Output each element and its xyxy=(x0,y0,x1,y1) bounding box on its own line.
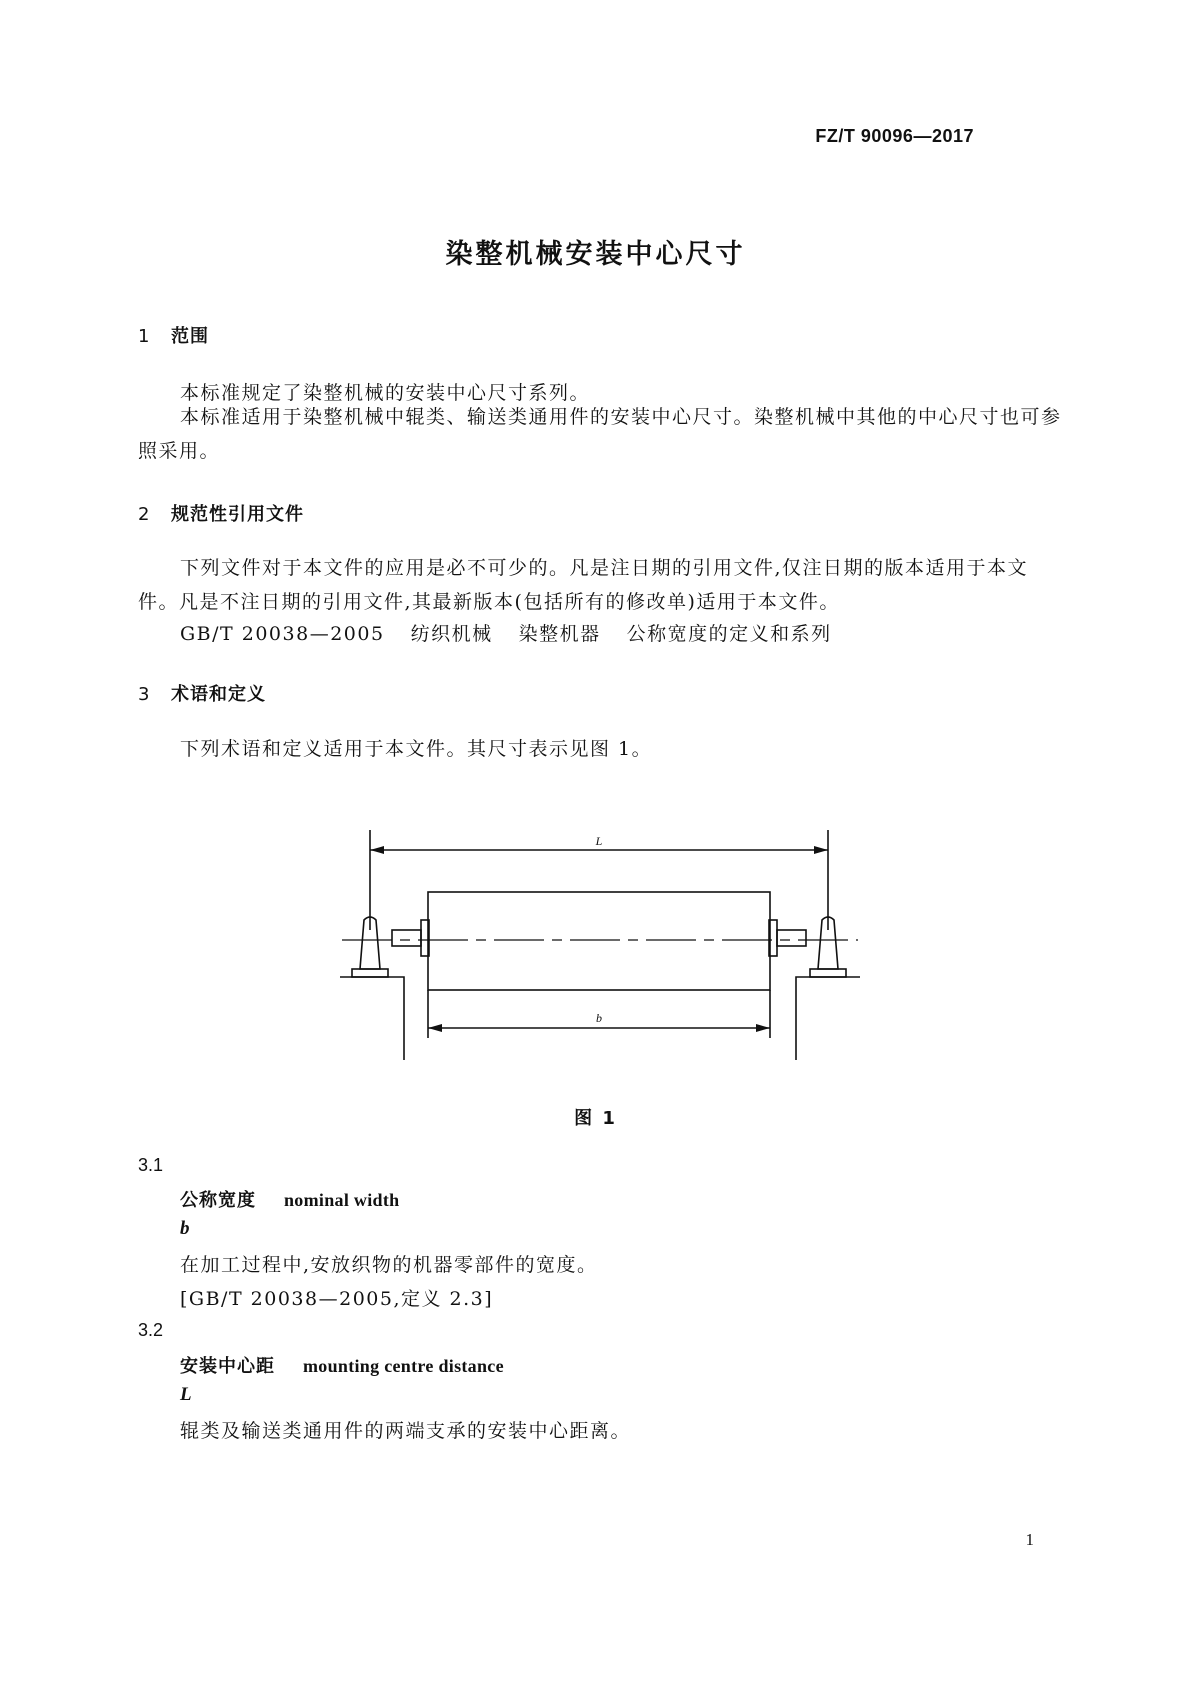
reference-part-1: 纺织机械 xyxy=(410,623,493,645)
standard-code: FZ/T 90096—2017 xyxy=(815,126,974,146)
scope-paragraph-2: 本标准适用于染整机械中辊类、输送类通用件的安装中心尺寸。染整机械中其他的中心尺寸也可参照采用。 xyxy=(138,406,1062,462)
term-3-2-zh: 安装中心距 xyxy=(180,1356,275,1377)
terms-intro: 下列术语和定义适用于本文件。其尺寸表示见图 1。 xyxy=(180,738,653,760)
section-2-title: 规范性引用文件 xyxy=(171,504,304,525)
reference-line xyxy=(180,619,832,646)
section-3-number: 3 xyxy=(138,684,151,705)
shaft-right xyxy=(777,930,806,946)
roller-body xyxy=(428,892,770,990)
scope-paragraph-1: 本标准规定了染整机械的安装中心尺寸系列。 xyxy=(180,382,591,404)
section-2-number: 2 xyxy=(138,504,151,525)
term-3-2-definition: 辊类及输送类通用件的两端支承的安装中心距离。 xyxy=(180,1420,632,1442)
label-L: L xyxy=(595,834,603,848)
term-3-1-heading xyxy=(180,1186,399,1212)
term-3-2-heading xyxy=(180,1352,504,1378)
normative-refs-paragraph: 下列文件对于本文件的应用是必不可少的。凡是注日期的引用文件,仅注日期的版本适用于本文件。凡是不注日期的引用文件,其最新版本(包括所有的修改单)适用于本文件。 xyxy=(138,557,1029,613)
b-arrow-left xyxy=(428,1024,442,1032)
reference-part-3: 公称宽度的定义和系列 xyxy=(626,623,832,645)
shaft-left xyxy=(392,930,421,946)
support-base-left xyxy=(352,969,388,977)
term-3-1-number: 3.1 xyxy=(138,1155,164,1175)
figure-caption: 图 1 xyxy=(574,1108,617,1129)
reference-code: GB/T 20038—2005 xyxy=(180,623,385,645)
term-3-2-number: 3.2 xyxy=(138,1320,164,1340)
section-1-heading xyxy=(138,322,209,348)
term-3-1-en: nominal width xyxy=(284,1190,400,1210)
figure-1-roller-diagram xyxy=(320,770,880,1060)
term-3-2-en: mounting centre distance xyxy=(303,1356,504,1376)
term-3-2-symbol: L xyxy=(180,1384,192,1405)
section-2-heading xyxy=(138,500,304,526)
label-b: b xyxy=(596,1011,602,1025)
section-1-title: 范围 xyxy=(171,326,209,347)
b-arrow-right xyxy=(756,1024,770,1032)
document-title: 染整机械安装中心尺寸 xyxy=(445,239,746,270)
term-3-1-source: [GB/T 20038—2005,定义 2.3] xyxy=(180,1288,494,1310)
l-arrow-left xyxy=(370,846,384,854)
page-number: 1 xyxy=(1025,1530,1034,1549)
term-3-1-symbol: b xyxy=(180,1218,190,1239)
section-1-number: 1 xyxy=(138,326,151,347)
support-base-right xyxy=(810,969,846,977)
l-arrow-right xyxy=(814,846,828,854)
section-3-title: 术语和定义 xyxy=(171,684,266,705)
frame-left xyxy=(340,977,404,1060)
term-3-1-zh: 公称宽度 xyxy=(180,1190,256,1211)
section-3-heading xyxy=(138,680,266,706)
term-3-1-definition: 在加工过程中,安放织物的机器零部件的宽度。 xyxy=(180,1254,598,1276)
reference-part-2: 染整机器 xyxy=(518,623,601,645)
frame-right xyxy=(796,977,860,1060)
